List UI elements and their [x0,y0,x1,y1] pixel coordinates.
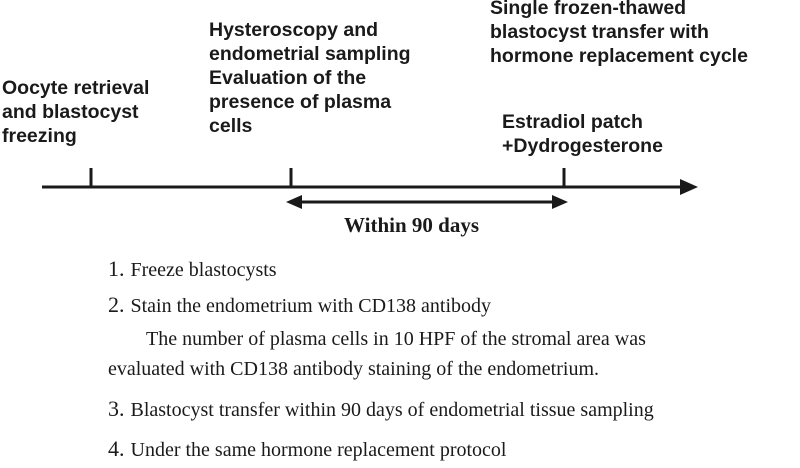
step-text: Stain the endometrium with CD138 antibody [130,295,492,317]
step-item-3 [108,396,654,422]
step-number: 4. [108,436,125,461]
step-text: Under the same hormone replacement protocol [130,439,507,461]
step-item-1 [108,256,277,282]
step-text: Blastocyst transfer within 90 days of endometrial tissue sampling [130,399,654,421]
step-2-note-line-1: The number of plasma cells in 10 HPF of the stromal area was [146,328,646,350]
step-number: 2. [108,292,125,317]
step-item-2 [108,292,491,318]
stage-label-blastocyst-transfer: Single frozen-thawed blastocyst transfer with hormone replacement cycle [490,0,748,67]
stage-label-oocyte-retrieval: Oocyte retrieval and blastocyst freezing [2,77,150,147]
step-number: 1. [108,256,125,281]
stage-label-hormone-treatment: Estradiol patch +Dydrogesterone [502,111,663,157]
step-item-4 [108,436,506,462]
step-text: Freeze blastocysts [130,259,277,281]
step-2-note-line-2: evaluated with CD138 antibody staining of the endometrium. [108,358,600,380]
interval-label: Within 90 days [344,213,479,237]
stage-label-hysteroscopy: Hysteroscopy and endometrial sampling Evaluation of the presence of plasma cells [209,19,411,137]
step-number: 3. [108,396,125,421]
